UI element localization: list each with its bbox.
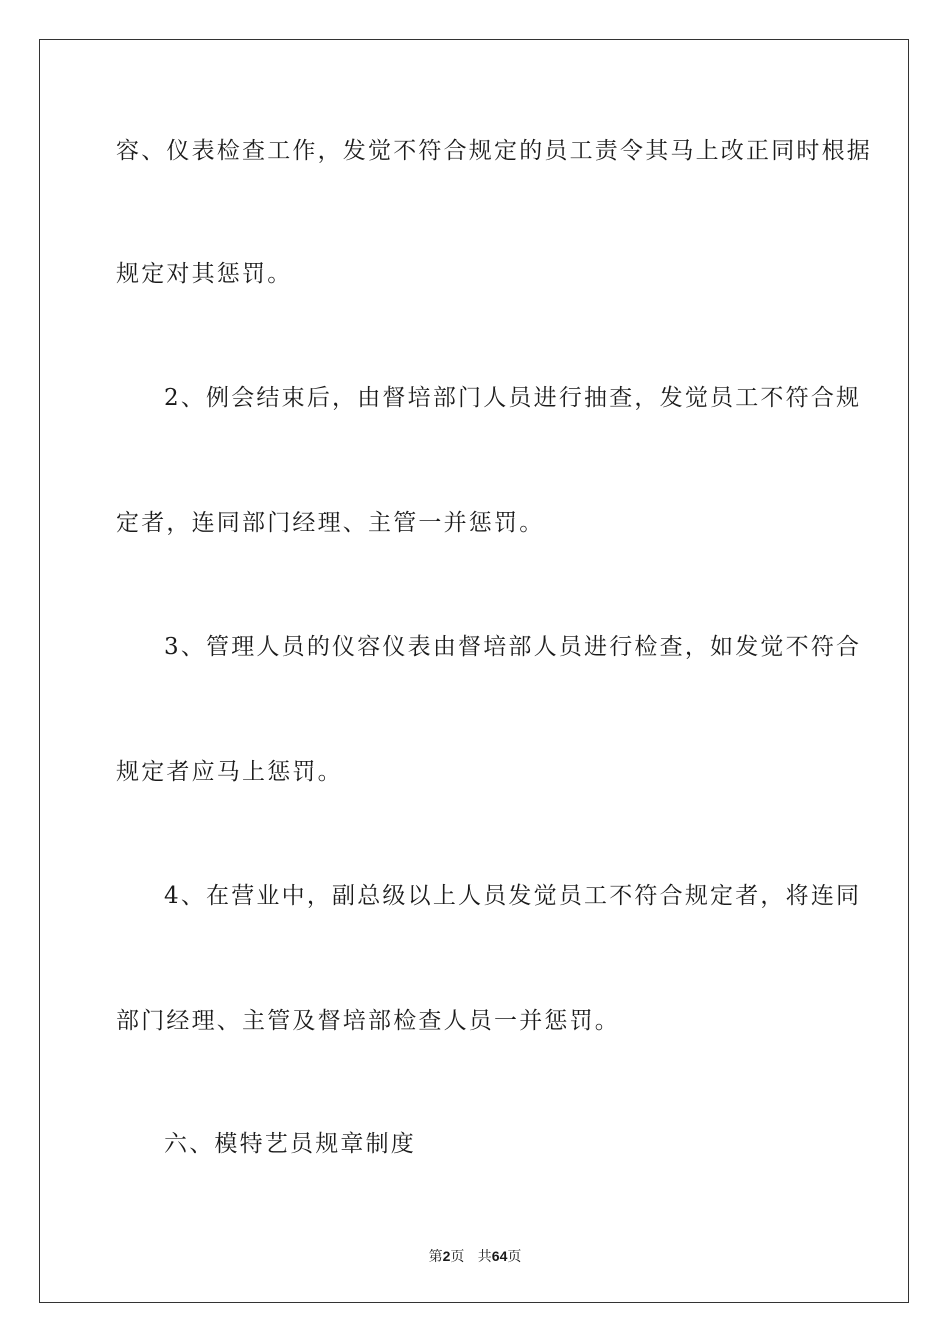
body-line-5: 3、管理人员的仪容仪表由督培部人员进行检查，如发觉不符合 — [164, 634, 862, 660]
total-label-suffix: 页 — [507, 1249, 522, 1265]
body-line-1: 容、仪表检查工作，发觉不符合规定的员工责令其马上改正同时根据 — [116, 138, 872, 164]
page-footer — [0, 1246, 950, 1266]
page-label-prefix: 第 — [428, 1249, 443, 1265]
page-frame — [39, 39, 909, 1303]
body-line-6: 规定者应马上惩罚。 — [116, 759, 343, 785]
body-line-7: 4、在营业中，副总级以上人员发觉员工不符合规定者，将连同 — [164, 883, 862, 909]
body-line-8: 部门经理、主管及督培部检查人员一并惩罚。 — [116, 1008, 620, 1034]
body-line-2: 规定对其惩罚。 — [116, 261, 293, 287]
page-label-suffix: 页 — [450, 1249, 465, 1265]
body-line-4: 定者，连同部门经理、主管一并惩罚。 — [116, 510, 545, 536]
total-label-prefix: 共 — [477, 1249, 492, 1265]
total-pages: 64 — [491, 1248, 508, 1264]
page-number: 2 — [442, 1248, 451, 1264]
section-heading: 六、模特艺员规章制度 — [164, 1131, 416, 1157]
body-line-3: 2、例会结束后，由督培部门人员进行抽查，发觉员工不符合规 — [164, 385, 862, 411]
